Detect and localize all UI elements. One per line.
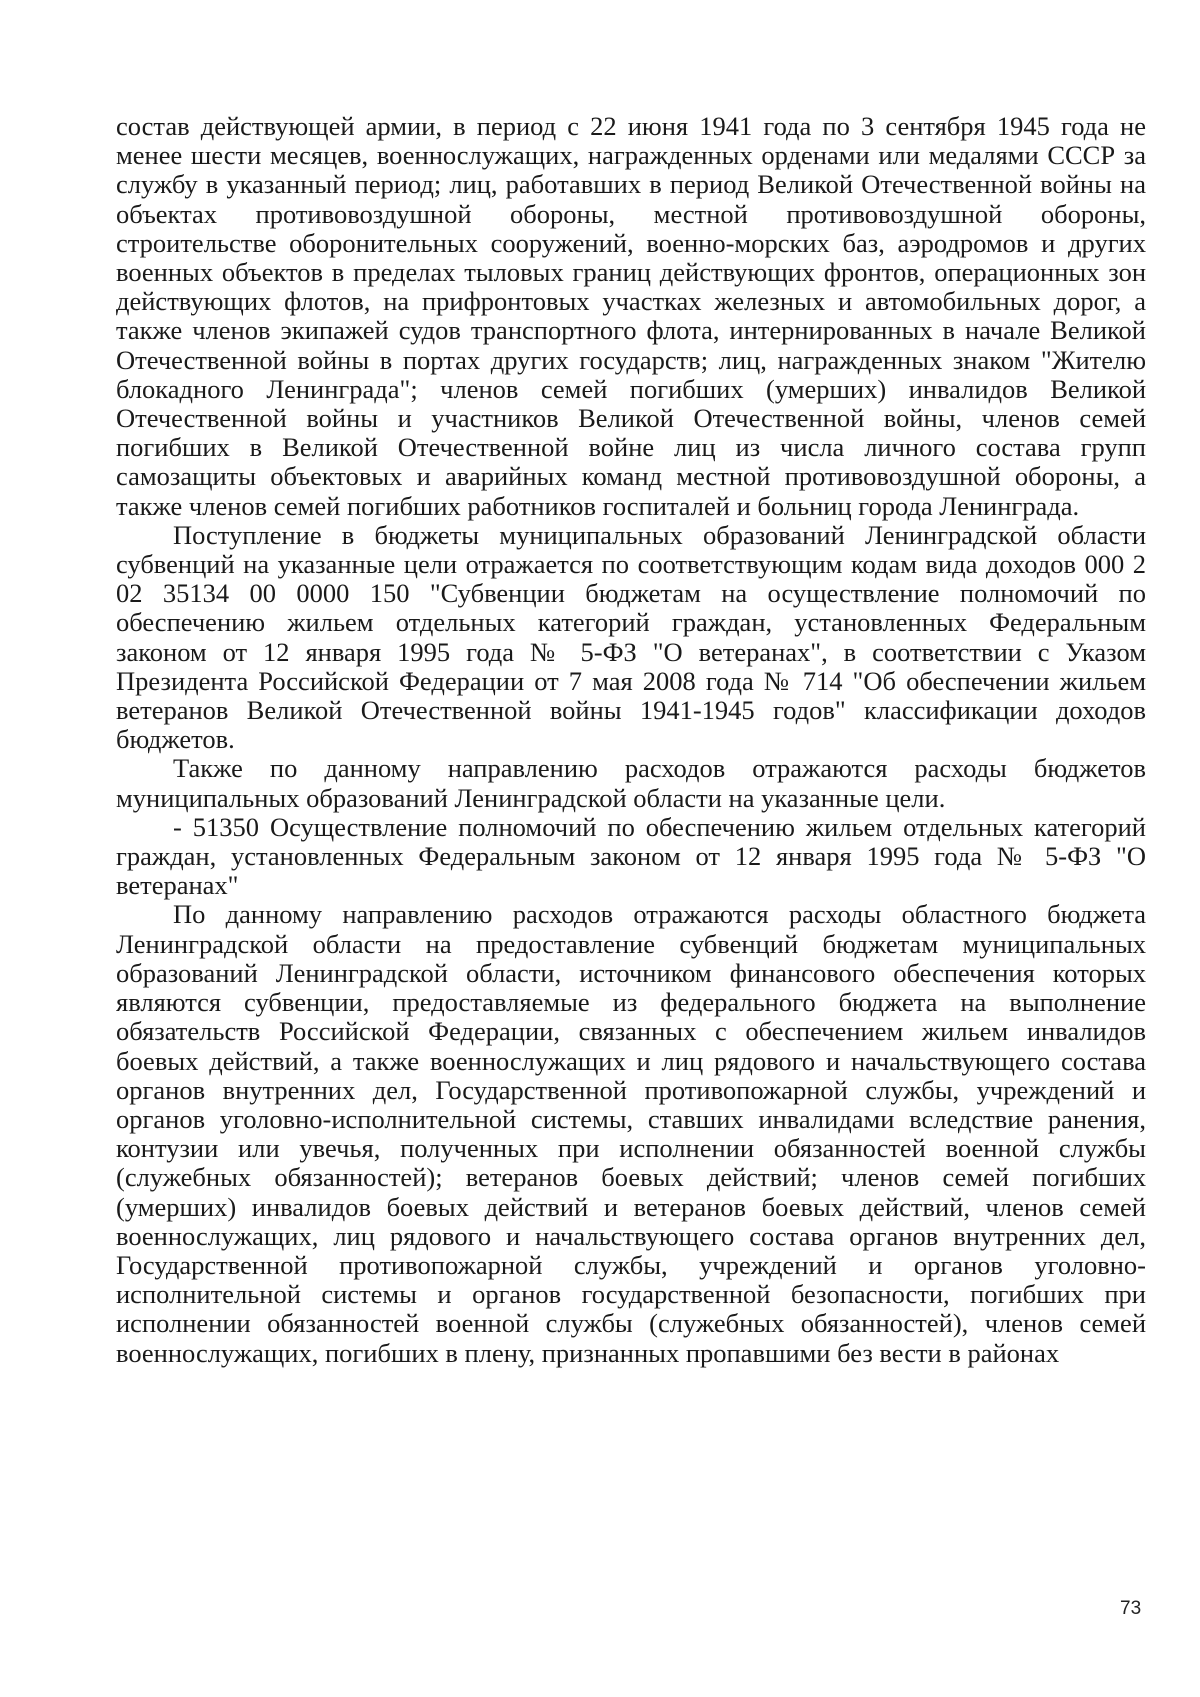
paragraph-4: - 51350 Осуществление полномочий по обеспечению жильем отдельных категорий граждан, установленных Федеральным законом от 12 января 1995 года № 5-ФЗ "О ветеранах" [116,811,1146,901]
paragraph-5: По данному направлению расходов отражаются расходы областного бюджета Ленинградской области на предоставление субвенций бюджетам муниципальных образований Ленинградской области, источником финансового обеспечения которых являются субвенции, предоставляемые из федерального бюджета на выполнение обязательств Российской Федерации, связанных с обеспечением жильем инвалидов боевых действий, а также военнослужащих и лиц рядового и начальствующего состава органов внутренних дел, Государственной противопожарной службы, учреждений и органов уголовно-исполнительной системы, ставших инвалидами вследствие ранения, контузии или увечья, полученных при исполнении обязанностей военной службы (служебных обязанностей); ветеранов боевых действий; членов семей погибших (умерших) инвалидов боевых действий и ветеранов боевых действий, членов семей военнослужащих, лиц рядового и начальствующего состава органов внутренних дел, Государственной противопожарной службы, учреждений и органов уголовно-исполнительной системы и органов государственной безопасности, погибших при исполнении обязанностей военной службы (служебных обязанностей), членов семей военнослужащих, погибших в плену, признанных пропавшими без вести в районах [116,899,1146,1368]
paragraph-1: состав действующей армии, в период с 22 июня 1941 года по 3 сентября 1945 года не менее шести месяцев, военнослужащих, награжденных орденами или медалями СССР за службу в указанный период; лиц, работавших в период Великой Отечественной войны на объектах противовоздушной обороны, местной противовоздушной обороны, строительстве оборонительных сооружений, военно-морских баз, аэродромов и других военных объектов в пределах тыловых границ действующих фронтов, операционных зон действующих флотов, на прифронтовых участках железных и автомобильных дорог, а также членов экипажей судов транспортного флота, интернированных в начале Великой Отечественной войны в портах других государств; лиц, награжденных знаком "Жителю блокадного Ленинграда"; членов семей погибших (умерших) инвалидов Великой Отечественной войны и участников Великой Отечественной войны, членов семей погибших в Великой Отечественной войне лиц из числа личного состава групп самозащиты объектовых и аварийных команд местной противовоздушной обороны, а также членов семей погибших работников госпиталей и больниц города Ленинграда. [116,111,1146,521]
page-number: 73 [1120,1598,1142,1619]
paragraph-3: Также по данному направлению расходов отражаются расходы бюджетов муниципальных образований Ленинградской области на указанные цели. [116,753,1146,813]
paragraph-2: Поступление в бюджеты муниципальных образований Ленинградской области субвенций на указанные цели отражается по соответствующим кодам вида доходов 000 2 02 35134 00 0000 150 "Субвенции бюджетам на осуществление полномочий по обеспечению жильем отдельных категорий граждан, установленных Федеральным законом от 12 января 1995 года № 5-ФЗ "О ветеранах", в соответствии с Указом Президента Российской Федерации от 7 мая 2008 года № 714 "Об обеспечении жильем ветеранов Великой Отечественной войны 1941-1945 годов" классификации доходов бюджетов. [116,519,1146,755]
document-body [116,112,1146,1368]
